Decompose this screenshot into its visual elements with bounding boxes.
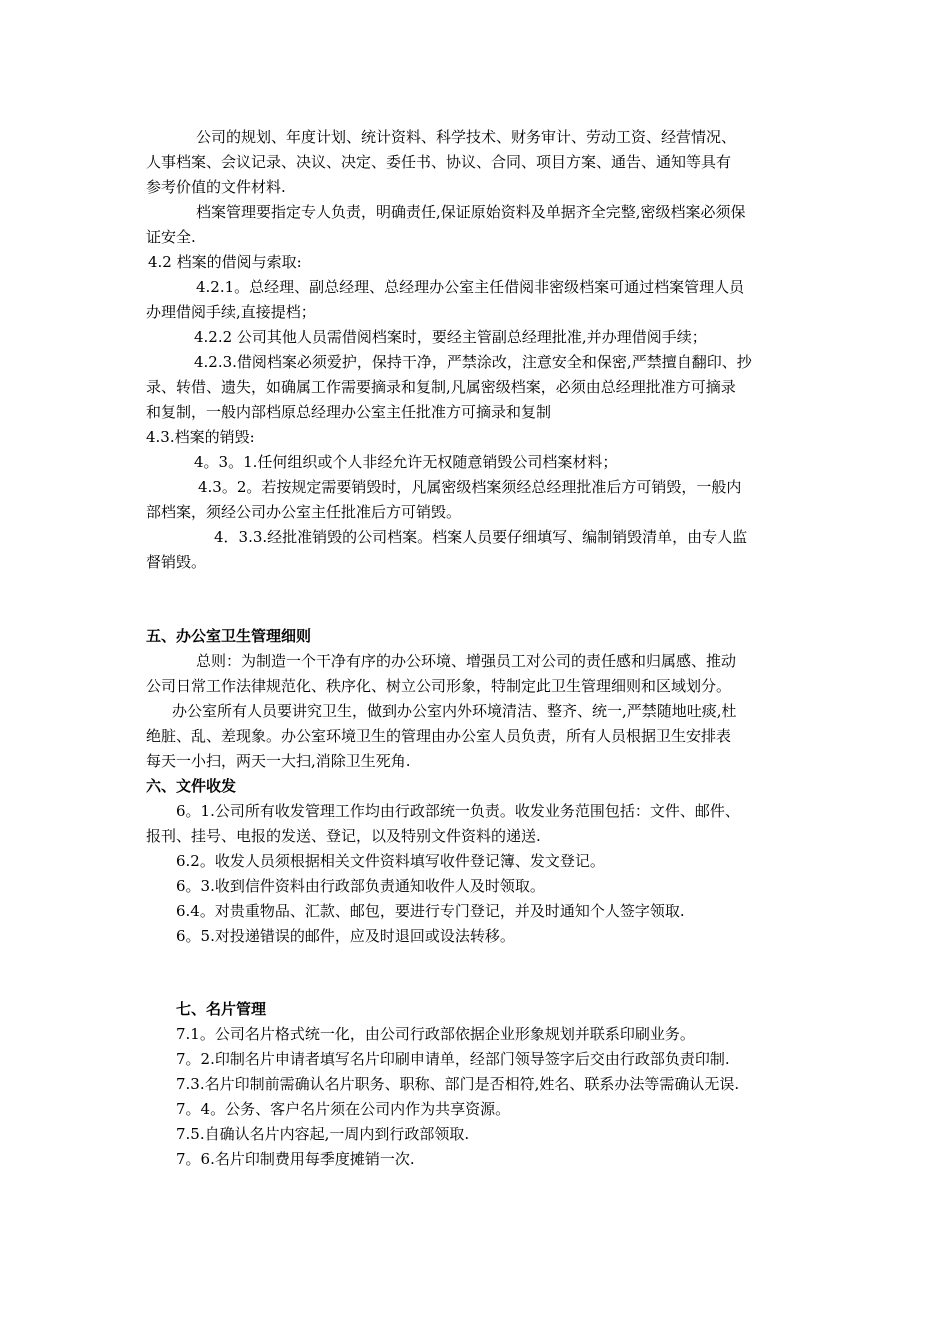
item-7-4: 7。4。公务、客户名片须在公司内作为共享资源。 <box>176 1100 511 1118</box>
section-6-heading: 六、文件收发 <box>146 777 237 795</box>
clause-4-2-2: 4.2.2 公司其他人员需借阅档案时，要经主管副总经理批准,并办理借阅手续； <box>194 328 707 346</box>
item-7-5: 7.5.自确认名片内容起,一周内到行政部领取. <box>176 1125 470 1143</box>
clause-4-2-1-line-1: 4.2.1。总经理、副总经理、总经理办公室主任借阅非密级档案可通过档案管理人员 <box>196 278 745 296</box>
item-6-3: 6。3.收到信件资料由行政部负责通知收件人及时领取。 <box>176 877 545 895</box>
clause-4-3-2-line-1: 4.3。2。若按规定需要销毁时，凡属密级档案须经总经理批准后方可销毁，一般内 <box>198 478 742 496</box>
section-5-general-line-2: 公司日常工作法律规范化、秩序化、树立公司形象，特制定此卫生管理细则和区域划分。 <box>146 677 732 695</box>
section-5-rules-line-2: 绝脏、乱、差现象。办公室环境卫生的管理由办公室人员负责，所有人员根据卫生安排表 <box>146 727 732 745</box>
section-5-rules-line-3: 每天一小扫，两天一大扫,消除卫生死角. <box>146 752 411 770</box>
paragraph-archive-responsibility-line-2: 证安全. <box>146 228 196 246</box>
item-7-3: 7.3.名片印制前需确认名片职务、职称、部门是否相符,姓名、联系办法等需确认无误. <box>176 1075 740 1093</box>
subheading-4-2: 4.2 档案的借阅与索取: <box>148 253 302 271</box>
item-6-2: 6.2。收发人员须根据相关文件资料填写收件登记簿、发文登记。 <box>176 852 605 870</box>
clause-4-2-3-line-1: 4.2.3.借阅档案必须爱护，保持干净，严禁涂改，注意安全和保密,严禁擅自翻印、抄 <box>194 353 752 371</box>
clause-4-2-3-line-3: 和复制，一般内部档原总经理办公室主任批准方可摘录和复制 <box>146 403 552 421</box>
section-7-heading: 七、名片管理 <box>176 1000 267 1018</box>
item-6-4: 6.4。对贵重物品、汇款、邮包，要进行专门登记，并及时通知个人签字领取. <box>176 902 685 920</box>
paragraph-archive-scope-line-2: 人事档案、会议记录、决议、决定、委任书、协议、合同、项目方案、通告、通知等具有 <box>146 153 732 171</box>
item-6-1-line-2: 报刊、挂号、电报的发送、登记，以及特别文件资料的递送. <box>146 827 541 845</box>
item-7-2: 7。2.印制名片申请者填写名片印刷申请单，经部门领导签字后交由行政部负责印制. <box>176 1050 730 1068</box>
paragraph-archive-responsibility-line-1: 档案管理要指定专人负责，明确责任,保证原始资料及单据齐全完整,密级档案必须保 <box>196 203 746 221</box>
item-7-1: 7.1。公司名片格式统一化，由公司行政部依据企业形象规划并联系印刷业务。 <box>176 1025 695 1043</box>
item-6-1-line-1: 6。1.公司所有收发管理工作均由行政部统一负责。收发业务范围包括：文件、邮件、 <box>176 802 740 820</box>
paragraph-archive-scope-line-1: 公司的规划、年度计划、统计资料、科学技术、财务审计、劳动工资、经营情况、 <box>196 128 737 146</box>
clause-4-3-2-line-2: 部档案，须经公司办公室主任批准后方可销毁。 <box>146 503 462 521</box>
clause-4-2-1-line-2: 办理借阅手续,直接提档； <box>146 303 316 321</box>
section-5-general-line-1: 总则：为制造一个干净有序的办公环境、增强员工对公司的责任感和归属感、推动 <box>196 652 737 670</box>
clause-4-3-3-line-1: 4．3.3.经批准销毁的公司档案。档案人员要仔细填写、编制销毁清单，由专人监 <box>214 528 748 546</box>
item-7-6: 7。6.名片印制费用每季度摊销一次. <box>176 1150 415 1168</box>
paragraph-archive-scope-line-3: 参考价值的文件材料. <box>146 178 286 196</box>
subheading-4-3: 4.3.档案的销毁: <box>146 428 255 446</box>
section-5-heading: 五、办公室卫生管理细则 <box>146 627 312 645</box>
clause-4-2-3-line-2: 录、转借、遗失，如确属工作需要摘录和复制,凡属密级档案，必须由总经理批准方可摘录 <box>146 378 736 396</box>
section-5-rules-line-1: 办公室所有人员要讲究卫生，做到办公室内外环境清洁、整齐、统一,严禁随地吐痰,杜 <box>172 702 737 720</box>
clause-4-3-3-line-2: 督销毁。 <box>146 553 207 571</box>
clause-4-3-1: 4。3。1.任何组织或个人非经允许无权随意销毁公司档案材料； <box>194 453 618 471</box>
item-6-5: 6。5.对投递错误的邮件，应及时退回或设法转移。 <box>176 927 515 945</box>
